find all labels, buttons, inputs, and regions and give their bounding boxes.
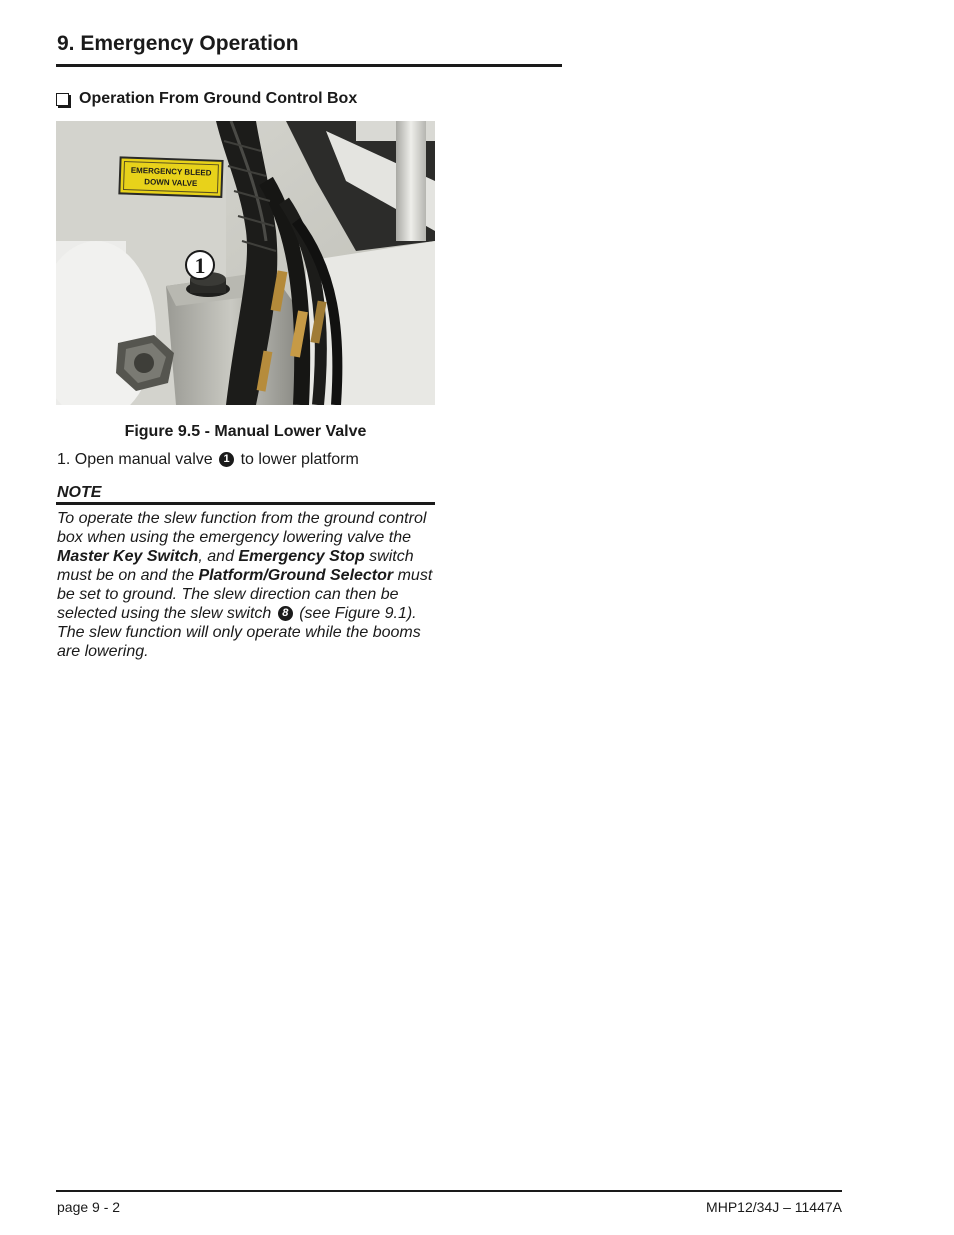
footer-rule [56,1190,842,1192]
step-1-suffix: to lower platform [240,451,359,468]
note-text-5: (see Figure 9.1). The slew function will only operate while the booms are lowering. [57,605,421,660]
note-text-3: switch must be on and the [57,548,414,584]
note-text-1: To operate the slew function from the ground control box when using the emergency lowering valve the [57,510,427,546]
subsection-title: Operation From Ground Control Box [79,90,358,107]
callout-marker [186,251,214,279]
step-1 [57,451,359,469]
callout-number: 1 [194,253,206,278]
section-title: 9. Emergency Operation [57,32,299,55]
note-body [57,509,437,661]
note-text-4: must be set to ground. The slew direction can then be selected using the slew switch [57,567,433,622]
figure-caption: Figure 9.5 - Manual Lower Valve [124,423,367,440]
note-bold-master-key: Master Key Switch [57,548,199,565]
title-rule [56,64,562,67]
checkbox-icon [56,93,69,106]
step-1-badge: 1 [219,452,234,467]
sign-text-line2: DOWN VALVE [144,177,198,189]
note-badge: 8 [278,606,293,621]
note-text-2: , and [198,548,239,565]
subsection-heading [56,90,357,108]
manual-lower-valve-photo [56,121,435,405]
note-rule [56,502,435,505]
sign-text-line1: EMERGENCY BLEED [130,165,212,178]
document-id: MHP12/34J – 11447A [706,1199,842,1215]
page-number: page 9 - 2 [57,1199,121,1215]
note-bold-selector: Platform/Ground Selector [198,567,394,584]
step-1-prefix: 1. Open manual valve [57,451,213,468]
note-heading: NOTE [57,484,102,501]
note-bold-emergency-stop: Emergency Stop [238,548,365,565]
